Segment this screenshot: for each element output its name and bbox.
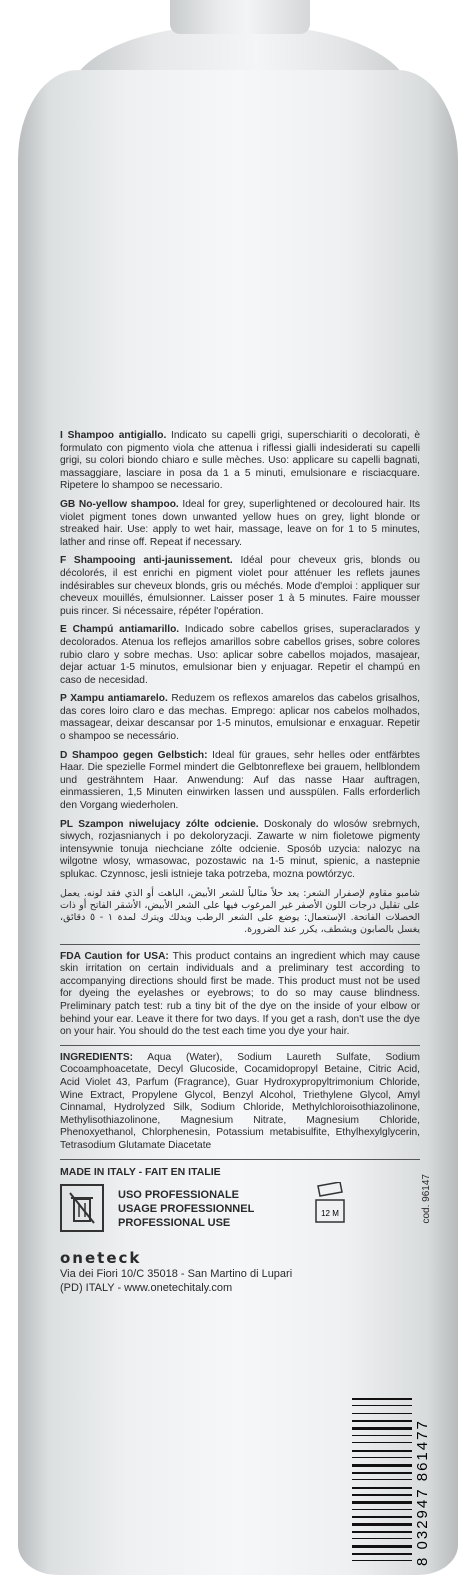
barcode-bar [352, 1553, 412, 1555]
paragraph-e: E Champú antiamarillo. Indicado sobre cabellos grises, superaclarados y decolorados. Atenua los reflejos amarillos sobre cabellos grises, sobre colores rubio claro y sobre mechas. Uso: aplicar sobre cabellos mojados, masajear, dejar actuar 1-5 minutos, emulsionar bien y enjuagar. Repetir el champú en caso de necesidad. [60, 624, 420, 686]
product-code: cod. 96147 [421, 1174, 433, 1224]
paragraph-d: D Shampoo gegen Gelbstich: Ideal für graues, sehr helles oder entfärbtes Haar. Die spezielle Formel mindert die Gelbtonreflexe bei grauem, hellblondem und gesträhntem Haar. Anwendung: Auf das nasse Haar auftragen, einmassieren, 1,5 Minuten einwirken lassen und ausspülen. Falls erforderlich den Vorgang wiederholen. [60, 749, 421, 812]
barcode-bar [352, 1520, 412, 1521]
barcode-bar [352, 1494, 412, 1496]
barcode-bar [352, 1457, 412, 1458]
fda-caution: FDA Caution for USA: This product contains an ingredient which may cause skin irritation on certain individuals and a preliminary test according to accompanying directions should first be made. This product must not be used for dyeing the eyelashes or eyebrows; to do so may cause blindness. Preliminary patch test: rub a tiny bit of the dye on the inside of your elbow or behind your ear. Leave it there for two days. If you get a rash, don't use the dye on your hair. You should do the test each time you dye your hair. [60, 950, 420, 1038]
barcode-bar [352, 1424, 412, 1425]
paragraph-it: I Shampoo antigiallo. Indicato su capelli grigi, superschiariti o decolorati, è formulato con pigmento viola che attenua i riflessi gialli indesiderati su capelli grigi, su colori biondo chiaro e sulle mèches. Uso: applicare su capelli bagnati, massaggiare, lasciare in posa da 1 a 5 minuti, emulsionare e risciacquare. Ripetere lo shampoo se necessario. [60, 430, 420, 492]
barcode-bar [352, 1557, 412, 1558]
bottle-cap [170, 0, 310, 34]
professional-use-text: USO PROFESSIONALE USAGE PROFESSIONNEL PROFESSIONAL USE [118, 1189, 255, 1230]
made-in-italy: MADE IN ITALY - FAIT EN ITALIE [60, 1165, 221, 1178]
barcode-bar [352, 1506, 412, 1507]
barcode-bar [352, 1472, 412, 1474]
barcode-bar [352, 1538, 412, 1539]
barcode-bar [352, 1413, 412, 1414]
barcode-bar [352, 1535, 412, 1536]
professional-use-block [60, 1174, 433, 1244]
divider [60, 1159, 420, 1160]
barcode-bar [352, 1435, 412, 1436]
pao-label: 12 M [321, 1209, 339, 1219]
barcode-bar [352, 1398, 412, 1400]
barcode-bar [352, 1528, 412, 1529]
ingredients: INGREDIENTS: Aqua (Water), Sodium Laureth Sulfate, Sodium Cocoamphoacetate, Decyl Glucoside, Cocamidopropyl Betaine, Citric Acid, Acid Violet 43, Parfum (Fragrance), Guar Hydroxypropyltrimonium Chloride, Wine Extract, Propylene Glycol, Benzyl Alcohol, Triethylene Glycol, Amyl Cinnamal, Hydrolyzed Silk, Sodium Chloride, Methylchloroisothiazolinone, Methylisothiazolinone, Magnesium Nitrate, Magnesium Chloride, Phenoxyethanol, Chlorphenesin, Potassium metabisulfite, Ethylhexylglycerin, Tetrasodium Glutamate Diacetate [60, 1051, 420, 1151]
barcode-bar [352, 1541, 412, 1543]
barcode-bar [352, 1491, 412, 1492]
barcode-bar [352, 1438, 412, 1440]
barcode-bar [352, 1408, 412, 1411]
barcode-bar [352, 1454, 412, 1455]
barcode-bar [352, 1402, 412, 1403]
barcode-bar [352, 1531, 412, 1533]
product-label [60, 430, 433, 1295]
divider [60, 1045, 420, 1046]
barcode-bar [352, 1482, 412, 1485]
barcode-bar [352, 1460, 412, 1462]
paragraph-gb: GB No-yellow shampoo. Ideal for grey, superlightened or decoloured hair. Its violet pigment tones down unwanted yellow hues on grey, light blonde or streaked hair. Use: apply to wet hair, massage, leave on for 1 to 5 minutes, lather and rinse off. Repeat if necessary. [60, 498, 420, 548]
barcode-bar [352, 1509, 412, 1510]
address-line-2: (PD) ITALY - www.onetechitaly.com [60, 1281, 233, 1294]
paragraph-arabic: شامبو مقاوم لإصفرار الشعر: يعد حلاً مثالياً للشعر الأبيض، الباهت أو الذي فقد لونه. يعمل على تقليل درجات اللون الأصفر غير المرغوب فيها على الشعر الأبيض، الأشقر الفاتح أو ذات الخصلات الفاتحة. الإستعمال: يوضع على الشعر الرطب ويدلك ويترك لمدة ١ - ٥ دقائق، يغسل بالصابون ويشطف، يكرر عند الضرورة. [60, 887, 420, 935]
paragraph-f: F Shampooing anti-jaunissement. Idéal pour cheveux gris, blonds ou décolorés, il est enrichi en pigment violet pour atténuer les reflets jaunes indésirables sur cheveux blonds, gris ou méchés. Mode d'emploi : appliquer sur cheveux mouillés, émulsionner. Laisser poser 1 à 5 minutes. Faire mousser puis rincer. Si nécessaire, répéter l'opération. [60, 555, 420, 617]
barcode-bar [352, 1560, 412, 1561]
divider [60, 944, 420, 945]
barcode-bar [352, 1476, 412, 1477]
barcode-bar [352, 1420, 412, 1422]
barcode-bar [352, 1450, 412, 1452]
barcode-bar [352, 1501, 412, 1504]
paragraph-p: P Xampu antiamarelo. Reduzem os reflexos amarelos das cabelos grisalhos, das cores loiro claro e das mechas. Emprego: aplicar nos cabelos molhados, massagear, deixar descansar por 1-5 minutos, emulsionar e enxaguar. Repetir o shampoo se necessário. [60, 693, 420, 743]
brand-logo: oneteck [60, 1249, 142, 1268]
barcode-bar [352, 1523, 412, 1526]
barcode-bar [352, 1442, 412, 1443]
barcode-bar [352, 1516, 412, 1518]
barcode-bar [352, 1469, 412, 1470]
barcode [352, 1398, 412, 1566]
barcode-bar [352, 1416, 412, 1418]
barcode-bar [352, 1405, 412, 1406]
barcode-bar [352, 1550, 412, 1551]
barcode-bar [352, 1432, 412, 1433]
barcode-bar [352, 1487, 412, 1489]
barcode-digits: 8 032947 861477 [414, 1419, 431, 1566]
barcode-bar [352, 1563, 412, 1566]
barcode-bar [352, 1464, 412, 1467]
barcode-bar [352, 1512, 412, 1514]
barcode-bar [352, 1445, 412, 1448]
paragraph-pl: PL Szampon niwelujacy zólte odcienie. Doskonaly do wlosów srebrnych, siwych, rozjasnianych i po dekoloryzacji. Zawarte w nim fioletowe pigmenty intensywnie tonuja niechciane zólte odcienie. Sposób uzycia: nalozyc na wilgotne wlosy, wmasowac, pozostawic na 1-5 minut, spienic, a nastepnie splukac. Czynnosc, jesli istnieje taka potrzeba, mozna powtórzyc. [60, 818, 421, 880]
address-line-1: Via dei Fiori 10/C 35018 - San Martino di Lupari [60, 1267, 293, 1280]
barcode-bar [352, 1479, 412, 1480]
recycle-bin-icon [60, 1184, 104, 1232]
open-jar-pao-icon [312, 1182, 348, 1226]
barcode-bar [352, 1498, 412, 1499]
barcode-bar [352, 1545, 412, 1548]
barcode-bar [352, 1427, 412, 1430]
